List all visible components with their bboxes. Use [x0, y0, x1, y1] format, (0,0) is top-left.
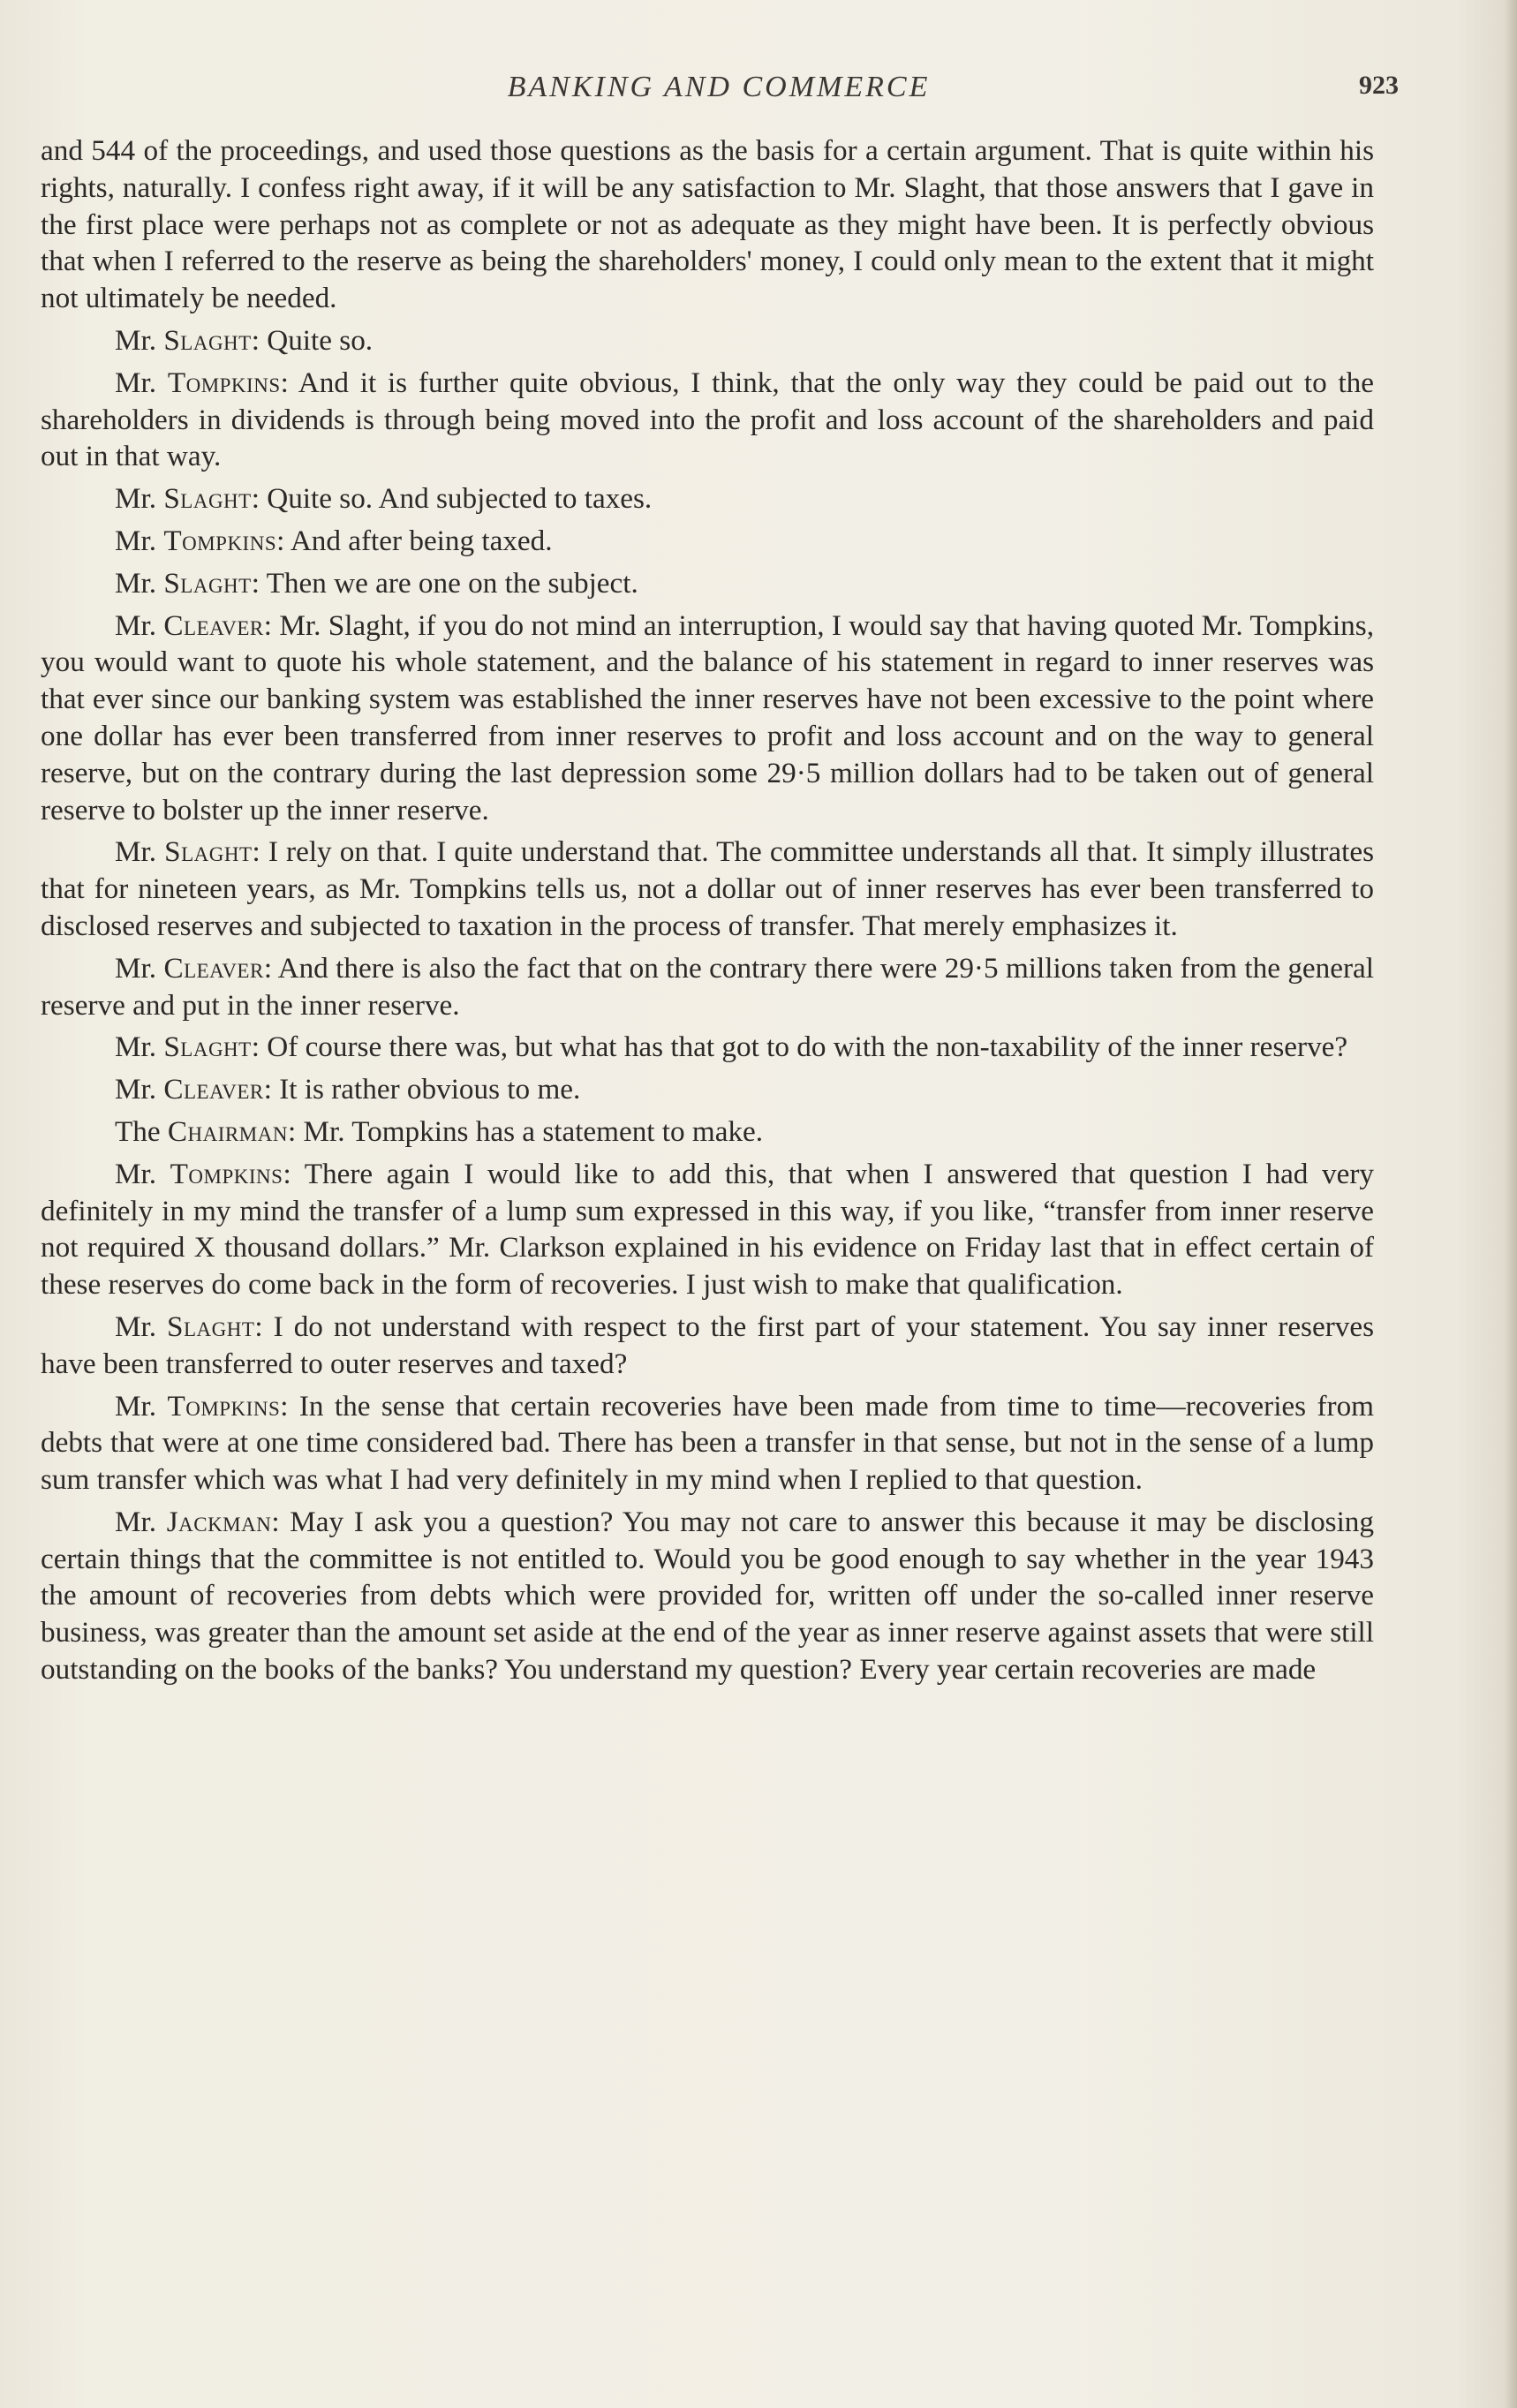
dialogue-paragraph: Mr. Cleaver: And there is also the fact that on the contrary there were 29·5 millions taken from the general reserve and put in the inner reserve. — [41, 951, 1374, 1022]
paragraph-text: And it is further quite obvious, I think, that the only way they could be paid out to the shareholders in dividends is through being moved into the profit and loss account of the shareholders and paid out in that way. — [41, 366, 1375, 473]
speaker-name: Cleaver — [163, 951, 264, 985]
dialogue-paragraph: Mr. Tompkins: There again I would like to add this, that when I answered that question I had very definitely in my mind the transfer of a lump sum expressed in this way, if you like, “transfer from inner reserve not required X thousand dollars.” Mr. Clarkson explained in his evidence on Friday last that in effect certain of these reserves do come back in the form of recoveries. I just wish to make that qualification. — [41, 1157, 1374, 1302]
dialogue-paragraph: Mr. Slaght: I rely on that. I quite understand that. The committee understands all that. It simply illustrates that for nineteen years, as Mr. Tompkins tells us, not a dollar out of inner reserves has ever been transferred to disclosed reserves and subjected to taxation in the process of transfer. That merely emphasizes it. — [41, 835, 1374, 942]
paragraph-text: Mr. Slaght, if you do not mind an interruption, I would say that having quoted Mr. Tompkins, you would want to quote his whole statement, and the balance of his statement in regard to inner reserves was that ever since our banking system was established the inner reserves have not been excessive to the point where one dollar has ever been transferred from inner reserves to profit and loss account and on the way to general reserve, but on the contrary during the last depression some 29·5 million dollars had to be taken out of general reserve to bolster up the inner reserve. — [41, 608, 1374, 827]
dialogue-paragraph: Mr. Slaght: Of course there was, but what has that got to do with the non-taxability of the inner reserve? — [115, 1030, 1348, 1064]
speaker-name: Slaght — [163, 482, 252, 516]
dialogue-paragraph: Mr. Slaght: Quite so. And subjected to taxes. — [115, 482, 653, 516]
paragraph-continued — [41, 132, 1374, 317]
speaker-name: Slaght — [167, 1310, 255, 1343]
speaker-name: Chairman — [167, 1114, 288, 1148]
speaker-name: Cleaver — [163, 608, 264, 642]
paragraph-text: And after being taxed. — [290, 524, 553, 557]
dialogue-paragraph: Mr. Slaght: Quite so. — [115, 323, 374, 357]
speaker-name: Slaght — [163, 323, 252, 357]
body-text — [41, 132, 1374, 1694]
speaker-prefix: Mr. — [115, 366, 168, 399]
speaker-prefix: Mr. — [115, 1030, 164, 1064]
speaker-prefix: Mr. — [115, 1505, 167, 1538]
speaker-name: Slaght — [163, 1030, 252, 1064]
speaker-prefix: The — [115, 1114, 168, 1148]
paragraph-text: I rely on that. I quite understand that. The committee understands all that. It simply illustrates that for nineteen years, as Mr. Tompkins tells us, not a dollar out of inner reserves has ever been transferred to disclosed reserves and subjected to taxation in the process of transfer. That merely emphasizes it. — [41, 835, 1374, 942]
speaker-name: Cleaver — [163, 1073, 264, 1106]
speaker-name: Tompkins — [163, 524, 277, 557]
paragraph-text: Then we are one on the subject. — [266, 566, 638, 600]
speaker-prefix: Mr. — [115, 524, 164, 557]
dialogue-paragraph: Mr. Jackman: May I ask you a question? You may not care to answer this because it may be disclosing certain things that the committee is not entitled to. Would you be good enough to say whether in the year 1943 the amount of recoveries from debts which were provided for, written off under the so-called inner reserve business, was greater than the amount set aside at the end of the year as inner reserve against assets that were still outstanding on the books of the banks? You understand my question? Every year certain recoveries are made — [41, 1505, 1374, 1687]
paragraph-text: Quite so. And subjected to taxes. — [267, 482, 653, 516]
speaker-name: Slaght — [164, 835, 253, 869]
paragraph-text: It is rather obvious to me. — [279, 1073, 581, 1106]
paragraph-text: I do not understand with respect to the first part of your statement. You say inner reserves have been transferred to outer reserves and taxed? — [41, 1310, 1374, 1380]
page-number: 923 — [1359, 71, 1399, 100]
speaker-prefix: Mr. — [115, 1157, 170, 1190]
speaker-prefix: Mr. — [115, 835, 165, 869]
paragraph-text: May I ask you a question? You may not care to answer this because it may be disclosing certain things that the committee is not entitled to. Would you be good enough to say whether in the year 1943 the amount of recoveries from debts which were provided for, written off under the so-called inner reserve business, was greater than the amount set aside at the end of the year as inner reserve against assets that were still outstanding on the books of the banks? You understand my question? Every year certain recoveries are made — [41, 1505, 1374, 1687]
page-edge-shadow — [1505, 0, 1517, 2408]
paragraph-text: Quite so. — [267, 323, 374, 357]
paragraph-text: There again I would like to add this, that when I answered that question I had very definitely in my mind the transfer of a lump sum expressed in this way, if you like, “transfer from inner reserve not required X thousand dollars.” Mr. Clarkson explained in his evidence on Friday last that in effect certain of these reserves do come back in the form of recoveries. I just wish to make that qualification. — [41, 1157, 1374, 1302]
dialogue-paragraph: Mr. Slaght: I do not understand with respect to the first part of your statement. You say inner reserves have been transferred to outer reserves and taxed? — [41, 1310, 1374, 1380]
dialogue-paragraph: The Chairman: Mr. Tompkins has a statement to make. — [115, 1114, 764, 1148]
dialogue-paragraph: Mr. Tompkins: And after being taxed. — [115, 524, 553, 557]
paragraph-text: In the sense that certain recoveries have been made from time to time—recoveries from debts that were at one time considered bad. There has been a transfer in that sense, but not in the sense of a lump sum transfer which was what I had very definitely in my mind when I replied to that question. — [41, 1389, 1374, 1497]
speaker-prefix: Mr. — [115, 951, 164, 985]
speaker-prefix: Mr. — [115, 1310, 168, 1343]
dialogue-paragraph: Mr. Cleaver: Mr. Slaght, if you do not mind an interruption, I would say that having quoted Mr. Tompkins, you would want to quote his whole statement, and the balance of his statement in regard to inner reserves was that ever since our banking system was established the inner reserves have not been excessive to the point where one dollar has ever been transferred from inner reserves to profit and loss account and on the way to general reserve, but on the contrary during the last depression some 29·5 million dollars had to be taken out of general reserve to bolster up the inner reserve. — [41, 608, 1374, 827]
paragraph-text: And there is also the fact that on the contrary there were 29·5 millions taken from the general reserve and put in the inner reserve. — [41, 951, 1374, 1022]
dialogue-paragraph: Mr. Slaght: Then we are one on the subject. — [115, 566, 638, 600]
speaker-prefix: Mr. — [115, 566, 164, 600]
dialogue-paragraph: Mr. Cleaver: It is rather obvious to me. — [115, 1073, 581, 1106]
speaker-name: Tompkins — [167, 366, 281, 399]
paragraph-text: and 544 of the proceedings, and used those questions as the basis for a certain argument. That is quite within his rights, naturally. I confess right away, if it will be any satisfaction to Mr. Slaght, that those answers that I gave in the first place were perhaps not as complete or not as adequate as they might have been. It is perfectly obvious that when I referred to the reserve as being the shareholders' money, I could only mean to the extent that it might not ultimately be needed. — [41, 134, 1374, 315]
speaker-name: Jackman — [166, 1505, 272, 1538]
page-header — [39, 71, 1399, 115]
paragraph-text: Of course there was, but what has that got to do with the non-taxability of the inner reserve? — [267, 1030, 1348, 1064]
dialogue-paragraph: Mr. Tompkins: And it is further quite obvious, I think, that the only way they could be paid out to the shareholders in dividends is through being moved into the profit and loss account of the shareholders and paid out in that way. — [41, 366, 1375, 473]
speaker-prefix: Mr. — [115, 608, 164, 642]
speaker-prefix: Mr. — [115, 1073, 164, 1106]
running-title: BANKING AND COMMERCE — [507, 71, 931, 103]
speaker-name: Slaght — [163, 566, 252, 600]
speaker-name: Tompkins — [170, 1157, 283, 1190]
paragraph-text: Mr. Tompkins has a statement to make. — [303, 1114, 764, 1148]
speaker-prefix: Mr. — [115, 1389, 168, 1423]
dialogue-paragraph: Mr. Tompkins: In the sense that certain recoveries have been made from time to time—recoveries from debts that were at one time considered bad. There has been a transfer in that sense, but not in the sense of a lump sum transfer which was what I had very definitely in my mind when I replied to that question. — [41, 1389, 1374, 1497]
speaker-name: Tompkins — [167, 1389, 281, 1423]
speaker-prefix: Mr. — [115, 482, 164, 516]
speaker-prefix: Mr. — [115, 323, 164, 357]
